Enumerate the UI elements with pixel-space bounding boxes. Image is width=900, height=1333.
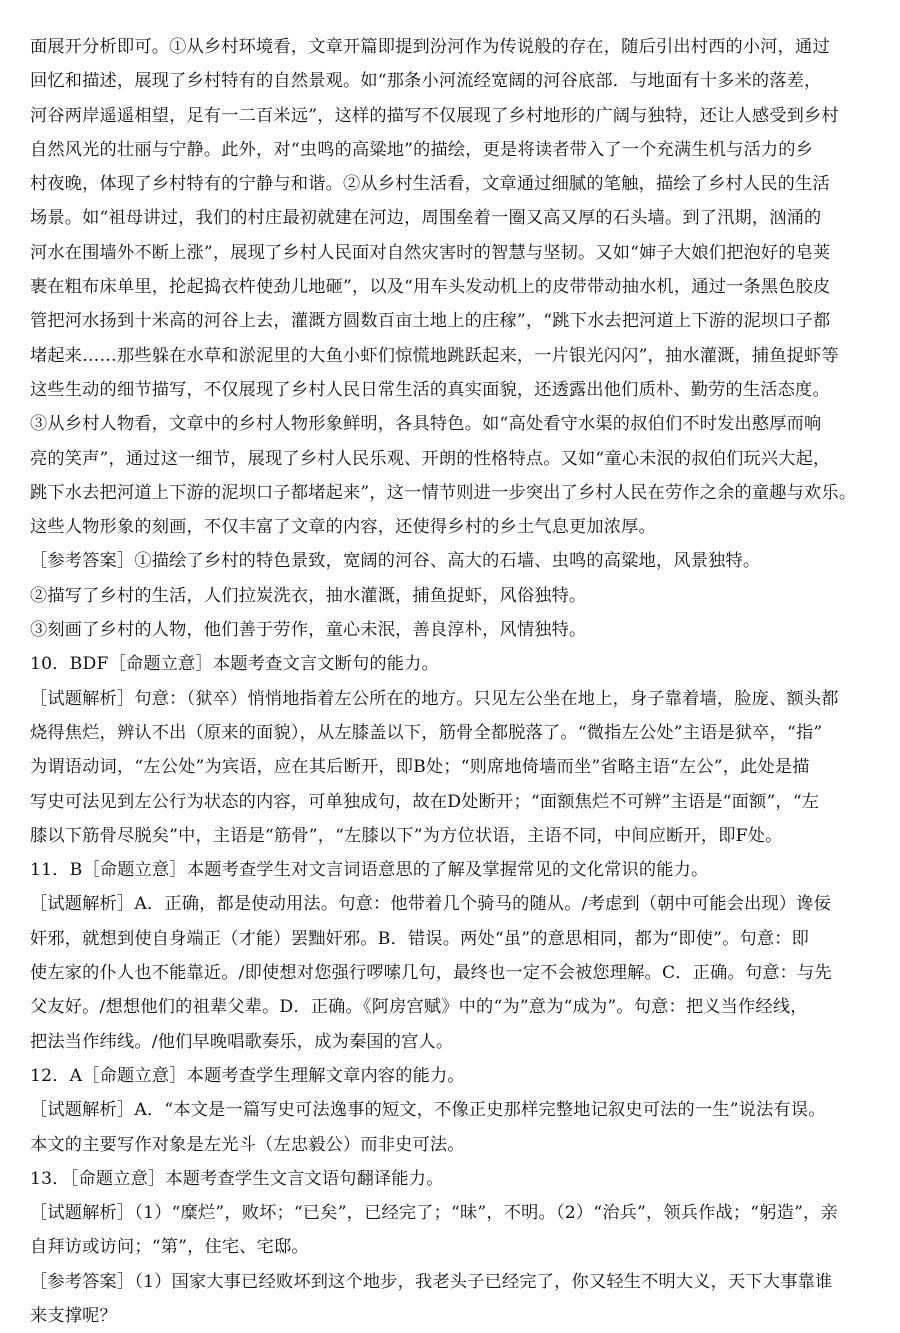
text-line: 自然风光的壮丽与宁静。此外，对“虫鸣的高粱地”的描绘，更是将读者带入了一个充满生机与活力的乡 (30, 139, 814, 160)
text-line: 堵起来……那些躲在水草和淤泥里的大鱼小虾们惊慌地跳跃起来，一片银光闪闪”，抽水灌溉，捕鱼捉虾等 (30, 345, 839, 366)
text-line: 河水在围墙外不断上涨”，展现了乡村人民面对自然灾害时的智慧与坚韧。又如“婶子大娘们把泡好的皂荚 (30, 242, 831, 263)
text-line: ③从乡村人物看，文章中的乡村人物形象鲜明，各具特色。如“高处看守水渠的叔伯们不时发出憨厚而响 (30, 414, 822, 435)
text-line: 面展开分析即可。①从乡村环境看，文章开篇即提到汾河作为传说般的存在，随后引出村西的小河，通过 (30, 37, 830, 57)
text-line: ［试题解析］A．正确，都是使动用法。句意：他带着几个骑马的随从。/考虑到（朝中可能会出现）谗佞 (30, 894, 832, 915)
text-line: 父友好。/想想他们的祖辈父辈。D．正确。《阿房宫赋》中的“为”意为“成为”。句意：把义当作经线， (30, 997, 808, 1018)
text-line: 回忆和描述，展现了乡村特有的自然景观。如“那条小河流经宽阔的河谷底部．与地面有十多米的落差， (30, 71, 822, 92)
text-line: 跳下水去把河道上下游的泥坝口子都堵起来”，这一情节则进一步突出了乡村人民在劳作之余的童趣与欢乐。 (30, 482, 857, 503)
text-line: 河谷两岸遥遥相望，足有一二百米远”，这样的描写不仅展现了乡村地形的广阔与独特，还让人感受到乡村 (30, 105, 839, 126)
text-line: 裹在粗布床单里，抡起捣衣杵使劲儿地砸”，以及“用车头发动机上的皮带带动抽水机，通过一条黑色胶皮 (30, 277, 831, 298)
text-line: 把法当作纬线。/他们早晚唱歌奏乐，成为秦国的宫人。 (30, 1031, 454, 1052)
reference-answer-line: ［参考答案］①描绘了乡村的特色景致，宽阔的河谷、高大的石墙、虫鸣的高粱地，风景独特。 (30, 551, 761, 572)
text-line: 亮的笑声”，通过这一细节，展现了乡村人民乐观、开朗的性格特点。又如“童心未泯的叔伯们玩兴大起， (30, 448, 831, 469)
text-line: 烧得焦烂，辨认不出（原来的面貌），从左膝盖以下，筋骨全都脱落了。“微指左公处”主语是狱卒，“指” (30, 722, 823, 743)
question-heading: 13．［命题立意］本题考查学生文言文语句翻译能力。 (30, 1168, 444, 1189)
text-line: 奸邪，就想到使自身端正（才能）罢黜奸邪。B．错误。两处“虽”的意思相同，都为“即使”。句意：即 (30, 928, 810, 949)
text-line: 写史可法见到左公行为状态的内容，可单独成句，故在D处断开；“面额焦烂不可辨”主语是“面额”，“左 (30, 791, 820, 812)
text-line: 自拜访或访问；“第”，住宅、宅邸。 (30, 1237, 309, 1258)
document-page (30, 30, 878, 1333)
text-line: 使左家的仆人也不能靠近。/即使想对您强行啰嗦几句，最终也一定不会被您理解。C．正确。句意：与先 (30, 963, 832, 984)
question-heading: 11．B［命题立意］本题考查学生对文言词语意思的了解及掌握常见的文化常识的能力。 (30, 860, 709, 881)
text-line: 本文的主要写作对象是左光斗（左忠毅公）而非史可法。 (30, 1134, 465, 1155)
text-line: ［试题解析］（1）“糜烂”，败坏；“已矣”，已经完了；“昧”，不明。（2）“治兵”，领兵作战；“躬造”，亲 (30, 1203, 838, 1224)
text-line: 村夜晚，体现了乡村特有的宁静与和谐。②从乡村生活看，文章通过细腻的笔触，描绘了乡村人民的生活 (30, 174, 830, 195)
reference-answer-line: ②描写了乡村的生活，人们拉炭洗衣，抽水灌溉，捕鱼捉虾，风俗独特。 (30, 585, 587, 606)
text-line: ［试题解析］A．“本文是一篇写史可法逸事的短文，不像正史那样完整地记叙史可法的一生”说法有误。 (30, 1100, 826, 1121)
text-line: 这些人物形象的刻画，不仅丰富了文章的内容，还使得乡村的乡土气息更加浓厚。 (30, 517, 656, 538)
text-line: 这些生动的细节描写，不仅展现了乡村人民日常生活的真实面貌，还透露出他们质朴、勤劳的生活态度。 (30, 379, 830, 400)
text-line: ［试题解析］句意：（狱卒）悄悄地指着左公所在的地方。只见左公坐在地上，身子靠着墙，脸庞、额头都 (30, 688, 839, 709)
text-line: 膝以下筋骨尽脱矣”中，主语是“筋骨”，“左膝以下”为方位状语，主语不同，中间应断开，即F处。 (30, 825, 783, 846)
reference-answer-line: ［参考答案］（1）国家大事已经败坏到这个地步，我老头子已经完了，你又轻生不明大义，天下大事靠谁 (30, 1271, 833, 1292)
reference-answer-line: ③刻画了乡村的人物，他们善于劳作，童心未泯，善良淳朴，风情独特。 (30, 620, 587, 641)
text-line: 场景。如“祖母讲过，我们的村庄最初就建在河边，周围垒着一圈又高又厚的石头墙。到了汛期，汹涌的 (30, 208, 822, 229)
question-heading: 12．A［命题立意］本题考查学生理解文章内容的能力。 (30, 1065, 465, 1086)
text-line: 为谓语动词，“左公处”为宾语，应在其后断开，即B处；“则席地倚墙而坐”省略主语“左公”，此处是描 (30, 757, 810, 778)
reference-answer-line: 来支撑呢？ (30, 1305, 117, 1326)
question-heading: 10．BDF［命题立意］本题考查文言文断句的能力。 (30, 654, 439, 675)
text-line: 管把河水扬到十米高的河谷上去，灌溉方圆数百亩土地上的庄稼”，“跳下水去把河道上下游的泥坝口子都 (30, 311, 831, 332)
